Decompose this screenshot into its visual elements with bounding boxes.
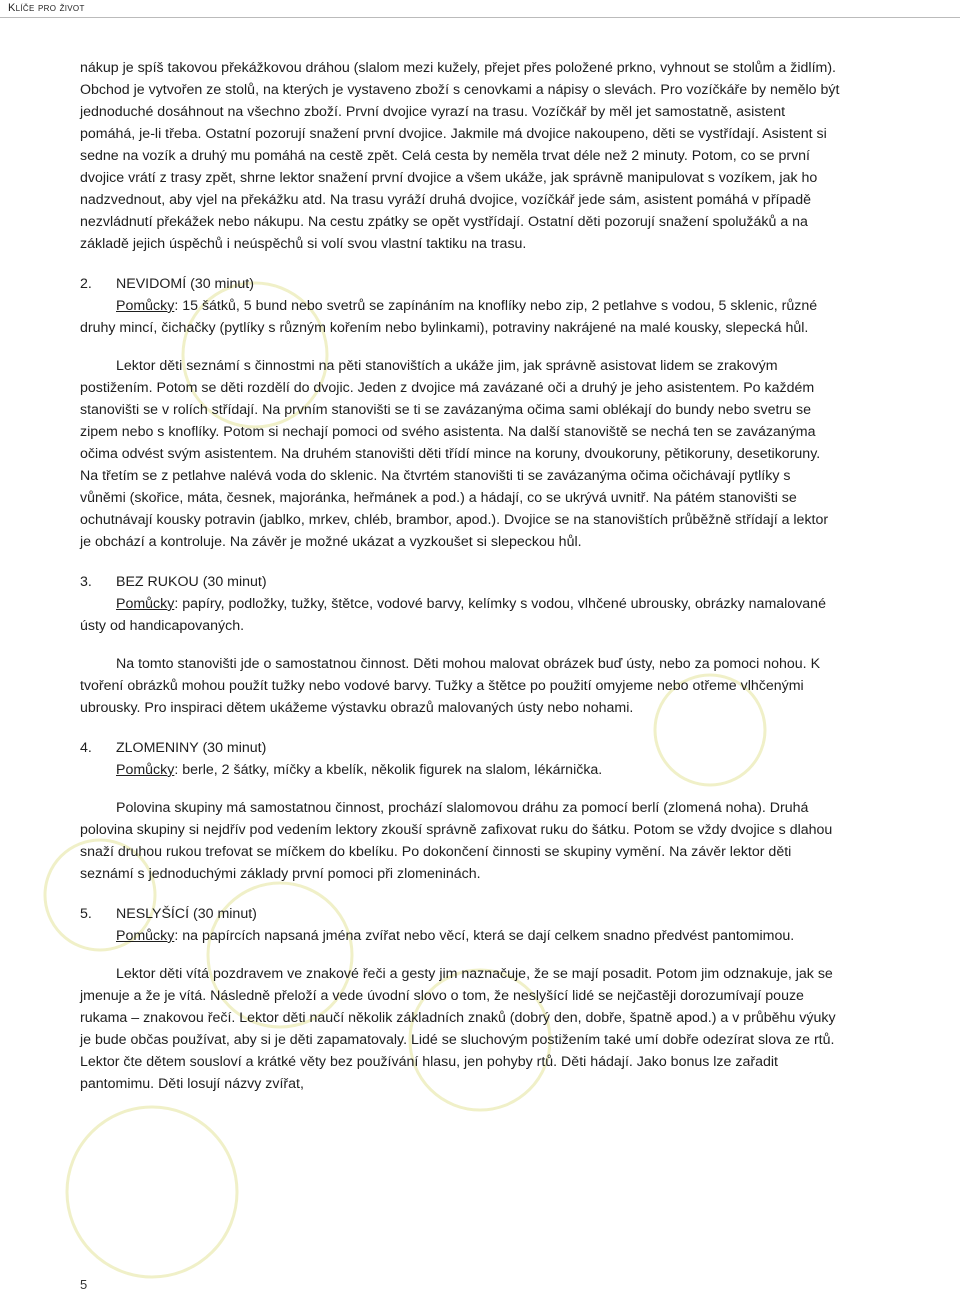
document-body	[80, 57, 840, 1095]
section-heading: BEZ RUKOU (30 minut)	[116, 574, 267, 590]
section-aids	[80, 925, 840, 947]
section-title	[80, 903, 840, 925]
aids-label: Pomůcky	[116, 762, 175, 778]
section-aids	[80, 759, 840, 781]
section-title	[80, 273, 840, 295]
section-title	[80, 571, 840, 593]
aids-label: Pomůcky	[116, 596, 175, 612]
aids-text: : 15 šátků, 5 bund nebo svetrů se zapínáním na knoflíky nebo zip, 2 petlahve s vodou, 5 sklenic, různé druhy mincí, čichačky (pytlíky s různým kořením nebo bylinkami), potraviny nakrájené na malé kousky, slepecká hůl.	[80, 298, 818, 336]
aids-text: : papíry, podložky, tužky, štětce, vodové barvy, kelímky s vodou, vlhčené ubrousky, obrázky namalované ústy od handicapovaných.	[80, 596, 826, 634]
section-heading: NEVIDOMÍ (30 minut)	[116, 276, 254, 292]
section-title	[80, 737, 840, 759]
page-number: 5	[80, 1277, 88, 1292]
section-heading: NESLYŠÍCÍ (30 minut)	[116, 906, 257, 922]
aids-label: Pomůcky	[116, 298, 175, 314]
section-number: 5.	[80, 906, 92, 922]
section-number: 4.	[80, 740, 92, 756]
section-body: Polovina skupiny má samostatnou činnost, prochází slalomovou dráhu za pomocí berlí (zlomená noha). Druhá polovina skupiny si nejdřív pod vedením lektory zkouší správně zafixovat ruku do šátku. Potom se vždy dvojice s dlahou snaží druhou rukou trefovat se míčkem do kbelíku. Po dokončení činnosti se skupiny vymění. Na závěr lektor děti seznámí s jednoduchými základy první pomoci při zlomeninách.	[80, 800, 833, 882]
running-header: Klíče pro život	[8, 2, 85, 14]
section-number: 2.	[80, 276, 92, 292]
section-number: 3.	[80, 574, 92, 590]
deco-circle	[67, 1107, 237, 1277]
aids-text: : na papírcích napsaná jména zvířat nebo věcí, která se dají celkem snadno předvést pantomimou.	[174, 928, 795, 944]
section-heading: ZLOMENINY (30 minut)	[116, 740, 267, 756]
intro-paragraph: nákup je spíš takovou překážkovou dráhou (slalom mezi kužely, přejet přes položené prkno, vyhnout se stolům a židlím). Obchod je vytvořen ze stolů, na kterých je vystaveno zboží s cenovkami a nápisy o slevách. Pro vozíčkáře by nemělo být jednoduché dosáhnout na všechno zboží. První dvojice vyrazí na trasu. Vozíčkář by měl jet samostatně, asistent pomáhá, je-li třeba. Ostatní pozorují snažení první dvojice. Jakmile má dvojice nakoupeno, děti se vystřídají. Asistent si sedne na vozík a druhý mu pomáhá na cestě zpět. Celá cesta by neměla trvat déle než 2 minuty. Potom, co se první dvojice vrátí z trasy zpět, shrne lektor snažení první dvojice a všem ukáže, jak správně manipulovat s vozíkem, jak ho nadzvednout, aby vjel na překážku atd. Na trasu vyráží druhá dvojice, vozíčkář jede sám, asistent pomáhá v případě nezvládnutí překážek nebo nákupu. Na cestu zpátky se opět vystřídají. Ostatní děti pozorují snažení spolužáků a na základě jejich úspěchů i neúspěchů si volí svou vlastní taktiku na trasu.	[80, 60, 840, 252]
section-body: Na tomto stanovišti jde o samostatnou činnost. Děti mohou malovat obrázek buď ústy, nebo za pomoci nohou. K tvoření obrázků mohou použít tužky nebo vodové barvy. Tužky a štětce po použití omyjeme nebo otřeme vlhčenými ubrousky. Pro inspiraci dětem ukážeme výstavku obrazů malovaných ústy nebo nohami.	[80, 656, 821, 716]
section-body: Lektor děti seznámí s činnostmi na pěti stanovištích a ukáže jim, jak správně asistovat lidem se zrakovým postižením. Potom se děti rozdělí do dvojic. Jeden z dvojice má zavázané oči a druhý je jeho asistentem. Po každém stanovišti se v rolích střídají. Na prvním stanovišti se ti se zavázanýma očima sami oblékají do bundy nebo svetru se zipem nebo s knoflíky. Potom si nechají pomoci od svého asistenta. Na další stanoviště se nechá ten se zavázanýma očima odvést svým asistentem. Na druhém stanovišti děti třídí mince na koruny, dvoukoruny, pětikoruny, desetikoruny. Na třetím se z petlahve nalévá voda do sklenic. Na čtvrtém stanovišti ti se zavázanýma očima očichávají pytlíky s vůněmi (skořice, máta, česnek, majoránka, heřmánek a pod.) a hádají, co se ukrývá uvnitř. Na pátém stanovišti se ochutnávají kousky potravin (jablko, mrkev, chléb, brambor, apod.). Dvojice se na stanovištích průběžně střídají a lektor je obchází a kontroluje. Na závěr je možné ukázat a vyzkoušet si slepeckou hůl.	[80, 358, 829, 550]
section-aids	[80, 593, 840, 637]
aids-text: : berle, 2 šátky, míčky a kbelík, několik figurek na slalom, lékárnička.	[174, 762, 603, 778]
section-body: Lektor děti vítá pozdravem ve znakové řeči a gesty jim naznačuje, že se mají posadit. Potom jim odznakuje, jak se jmenuje a že je vítá. Následně přeloží a vede úvodní slovo o tom, že neslyšící lidé se nejčastěji dorozumívají pouze rukama – znakovou řečí. Lektor děti naučí několik základních znaků (dobrý den, dobře, špatně apod.) a v průběhu výuky je bude občas používat, aby si je děti zapamatovaly. Lidé se sluchovým postižením také umí dobře odezírat slova ze rtů. Lektor čte dětem sousloví a krátké věty bez používání hlasu, jen pohyby rtů. Děti hádají. Jako bonus lze zařadit pantomimu. Děti losují názvy zvířat,	[80, 966, 836, 1092]
header-rule	[0, 17, 960, 18]
aids-label: Pomůcky	[116, 928, 175, 944]
section-aids	[80, 295, 840, 339]
